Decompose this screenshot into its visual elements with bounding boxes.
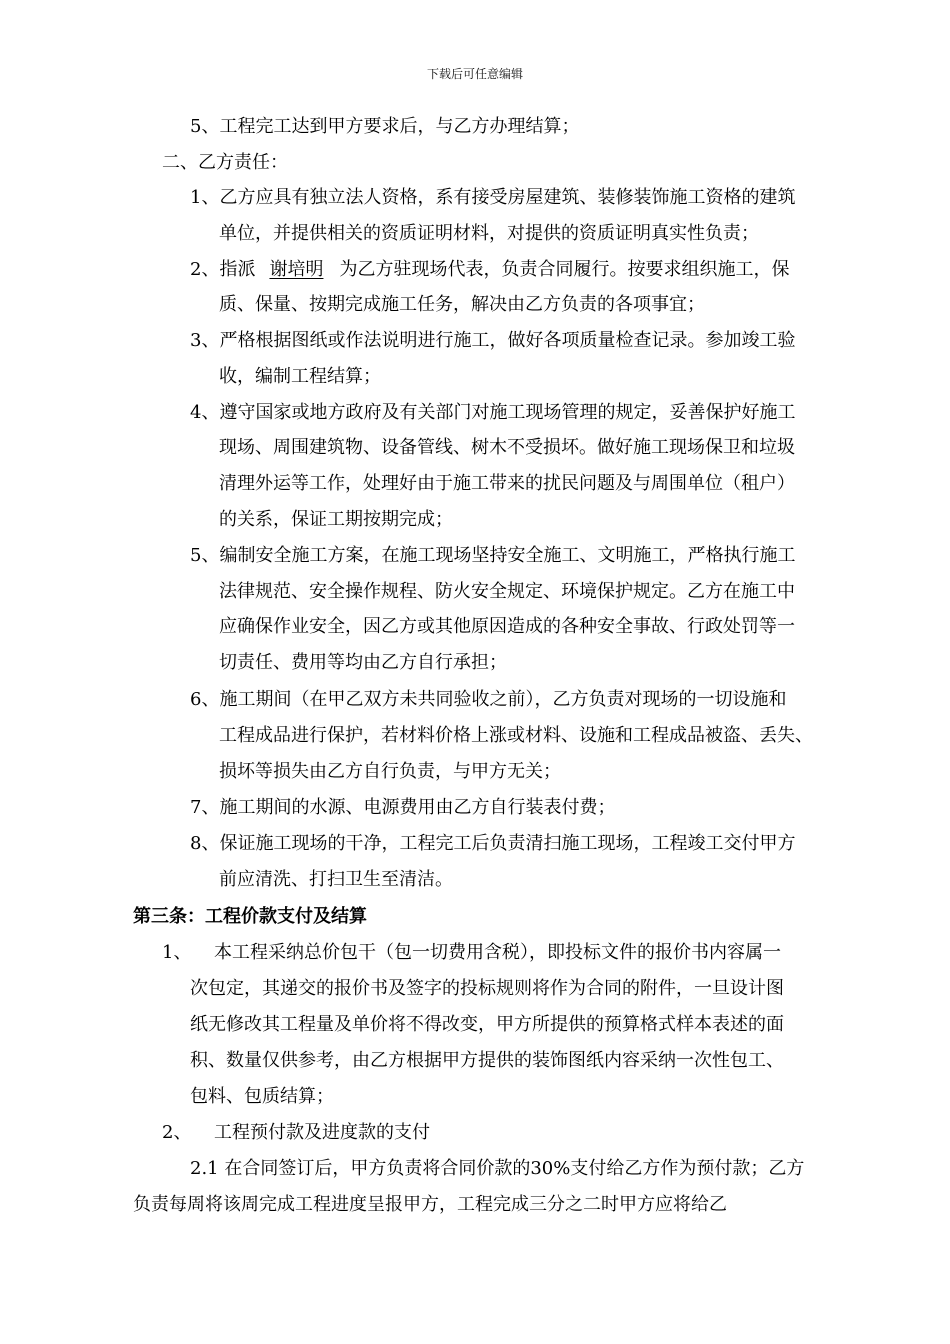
text-line: 收，编制工程结算； [219, 366, 381, 387]
text-line: 的关系，保证工期按期完成； [219, 509, 453, 530]
text-line: 前应清洗、打扫卫生至清洁。 [219, 869, 453, 890]
text-line: 6、施工期间（在甲乙双方未共同验收之前），乙方负责对现场的一切设施和 [190, 689, 787, 710]
text-line: 质、保量、按期完成施工任务，解决由乙方负责的各项事宜； [219, 294, 705, 315]
text-line: 清理外运等工作，处理好由于施工带来的扰民问题及与周围单位（租户） [219, 473, 795, 494]
text-line: 纸无修改其工程量及单价将不得改变，甲方所提供的预算格式样本表述的面 [190, 1014, 784, 1035]
text-line: 积、数量仅供参考，由乙方根据甲方提供的装饰图纸内容采纳一次性包工、 [190, 1050, 784, 1071]
representative-name: 谢培明 [269, 259, 324, 280]
text-line: 次包定，其递交的报价书及签字的投标规则将作为合同的附件，一旦设计图 [190, 978, 784, 999]
text-line: 本工程采纳总价包干（包一切费用含税），即投标文件的报价书内容属一 [214, 942, 781, 963]
text-line: 负责每周将该周完成工程进度呈报甲方，工程完成三分之二时甲方应将给乙 [133, 1194, 727, 1215]
representative-name-field [255, 259, 339, 280]
text-line: 2.1 在合同签订后，甲方负责将合同价款的30%支付给乙方作为预付款；乙方 [190, 1158, 805, 1179]
text-line: 法律规范、安全操作规程、防火安全规定、环境保护规定。乙方在施工中 [219, 581, 795, 602]
text-line: 3、严格根据图纸或作法说明进行施工，做好各项质量检查记录。参加竣工验 [190, 330, 796, 351]
list-number: 1、 [162, 942, 192, 963]
text-line: 现场、周围建筑物、设备管线、树木不受损坏。做好施工现场保卫和垃圾 [219, 437, 795, 458]
article-heading: 第三条：工程价款支付及结算 [133, 906, 367, 927]
text-line: 损坏等损失由乙方自行负责，与甲方无关； [219, 761, 561, 782]
page-header: 下载后可任意编辑 [426, 67, 523, 81]
text-line: 工程预付款及进度款的支付 [214, 1122, 430, 1143]
text-line-with-name [190, 258, 789, 282]
text-line: 4、遵守国家或地方政府及有关部门对施工现场管理的规定，妥善保护好施工 [190, 402, 796, 423]
item-text: 为乙方驻现场代表，负责合同履行。按要求组织施工，保 [339, 259, 790, 280]
list-number: 2、 [162, 1122, 192, 1143]
text-line: 单位，并提供相关的资质证明材料，对提供的资质证明真实性负责； [219, 223, 759, 244]
text-line: 1、乙方应具有独立法人资格，系有接受房屋建筑、装修装饰施工资格的建筑 [190, 187, 796, 208]
text-line: 包料、包质结算； [190, 1086, 334, 1107]
text-line: 工程成品进行保护，若材料价格上涨或材料、设施和工程成品被盗、丢失、 [219, 725, 813, 746]
text-line: 5、编制安全施工方案，在施工现场坚持安全施工、文明施工，严格执行施工 [190, 545, 796, 566]
section-heading: 二、乙方责任： [162, 152, 288, 173]
text-line: 8、保证施工现场的干净，工程完工后负责清扫施工现场，工程竣工交付甲方 [190, 833, 796, 854]
text-line: 7、施工期间的水源、电源费用由乙方自行装表付费； [190, 797, 616, 818]
text-line: 应确保作业安全，因乙方或其他原因造成的各种安全事故、行政处罚等一 [219, 616, 795, 637]
text-line: 5、工程完工达到甲方要求后，与乙方办理结算； [190, 116, 580, 137]
text-line: 切责任、费用等均由乙方自行承担； [219, 652, 507, 673]
item-prefix: 2、指派 [190, 259, 256, 280]
